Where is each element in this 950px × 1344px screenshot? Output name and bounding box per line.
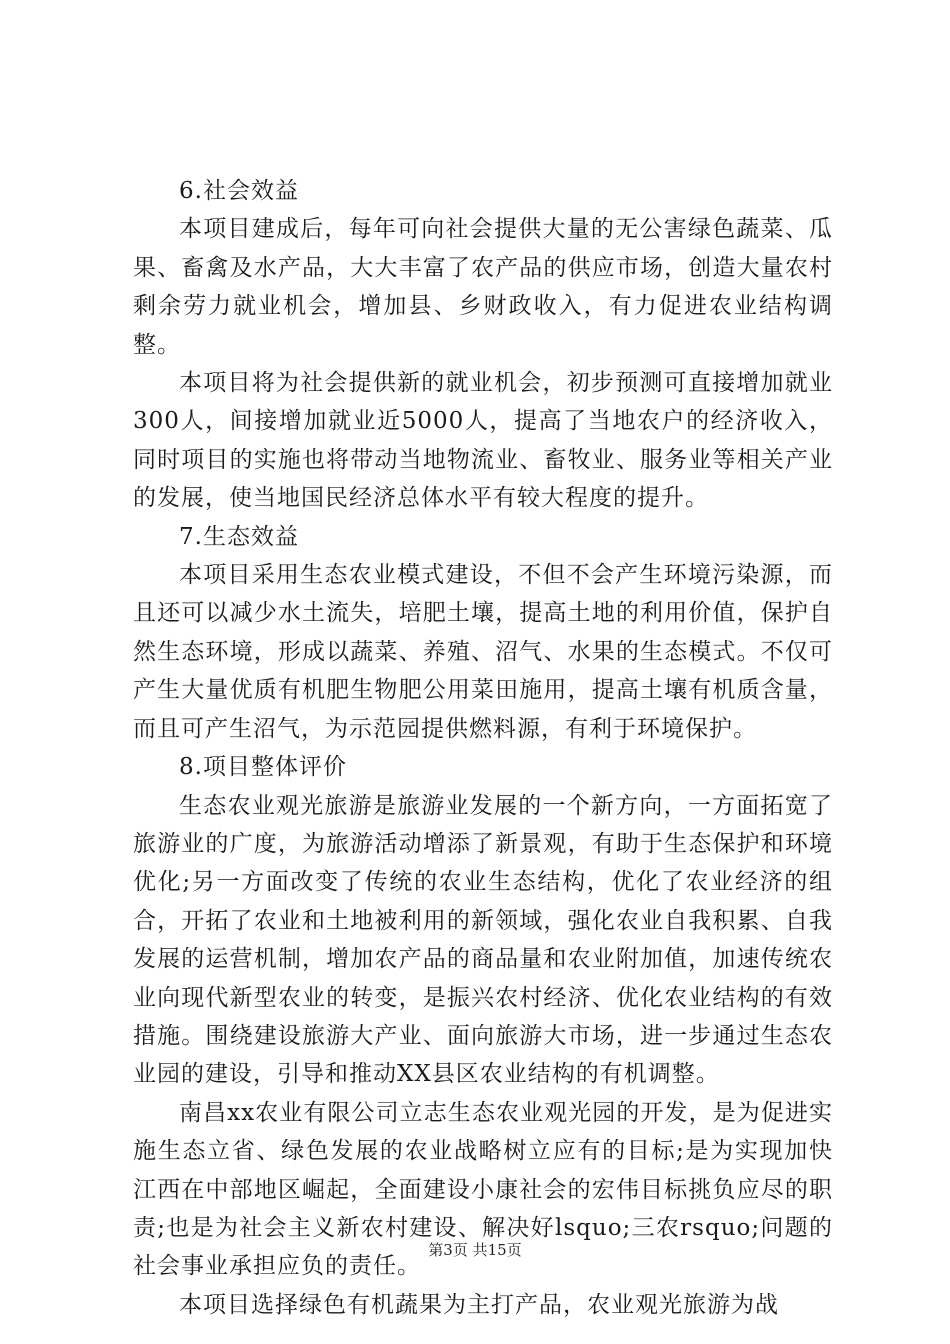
page-number-footer: 第3页 共15页: [428, 1241, 522, 1259]
paragraph: 本项目建成后，每年可向社会提供大量的无公害绿色蔬菜、瓜果、畜禽及水产品，大大丰富了农产品的供应市场，创造大量农村剩余劳力就业机会，增加县、乡财政收入，有力促进农业结构调整。: [133, 216, 833, 358]
section-heading-social-benefit: 6.社会效益: [179, 178, 299, 204]
section-heading-ecological-benefit: 7.生态效益: [179, 523, 299, 550]
section-heading-overall-evaluation: 8.项目整体评价: [179, 754, 347, 781]
document-body: [133, 172, 833, 1324]
paragraph: 本项目选择绿色有机蔬果为主打产品，农业观光旅游为战: [179, 1291, 779, 1318]
paragraph: 生态农业观光旅游是旅游业发展的一个新方向，一方面拓宽了旅游业的广度，为旅游活动增添了新景观，有助于生态保护和环境优化;另一方面改变了传统的农业生态结构，优化了农业经济的组合，开拓了农业和土地被利用的新领域，强化农业自我积累、自我发展的运营机制，增加农产品的商品量和农业附加值，加速传统农业向现代新型农业的转变，是振兴农村经济、优化农业结构的有效措施。围绕建设旅游大产业、面向旅游大市场，进一步通过生态农业园的建设，引导和推动XX县区农业结构的有机调整。: [133, 792, 833, 1088]
paragraph: 本项目将为社会提供新的就业机会，初步预测可直接增加就业300人，间接增加就业近5000人，提高了当地农户的经济收入，同时项目的实施也将带动当地物流业、畜牧业、服务业等相关产业的发展，使当地国民经济总体水平有较大程度的提升。: [133, 370, 833, 512]
paragraph: 本项目采用生态农业模式建设，不但不会产生环境污染源，而且还可以减少水土流失，培肥土壤，提高土地的利用价值，保护自然生态环境，形成以蔬菜、养殖、沼气、水果的生态模式。不仅可产生大量优质有机肥生物肥公用菜田施用，提高土壤有机质含量，而且可产生沼气，为示范园提供燃料源，有利于环境保护。: [133, 562, 833, 742]
paragraph: 南昌xx农业有限公司立志生态农业观光园的开发，是为促进实施生态立省、绿色发展的农业战略树立应有的目标;是为实现加快江西在中部地区崛起，全面建设小康社会的宏伟目标挑负应尽的职责;也是为社会主义新农村建设、解决好lsquo;三农rsquo;问题的社会事业承担应负的责任。: [133, 1099, 833, 1280]
